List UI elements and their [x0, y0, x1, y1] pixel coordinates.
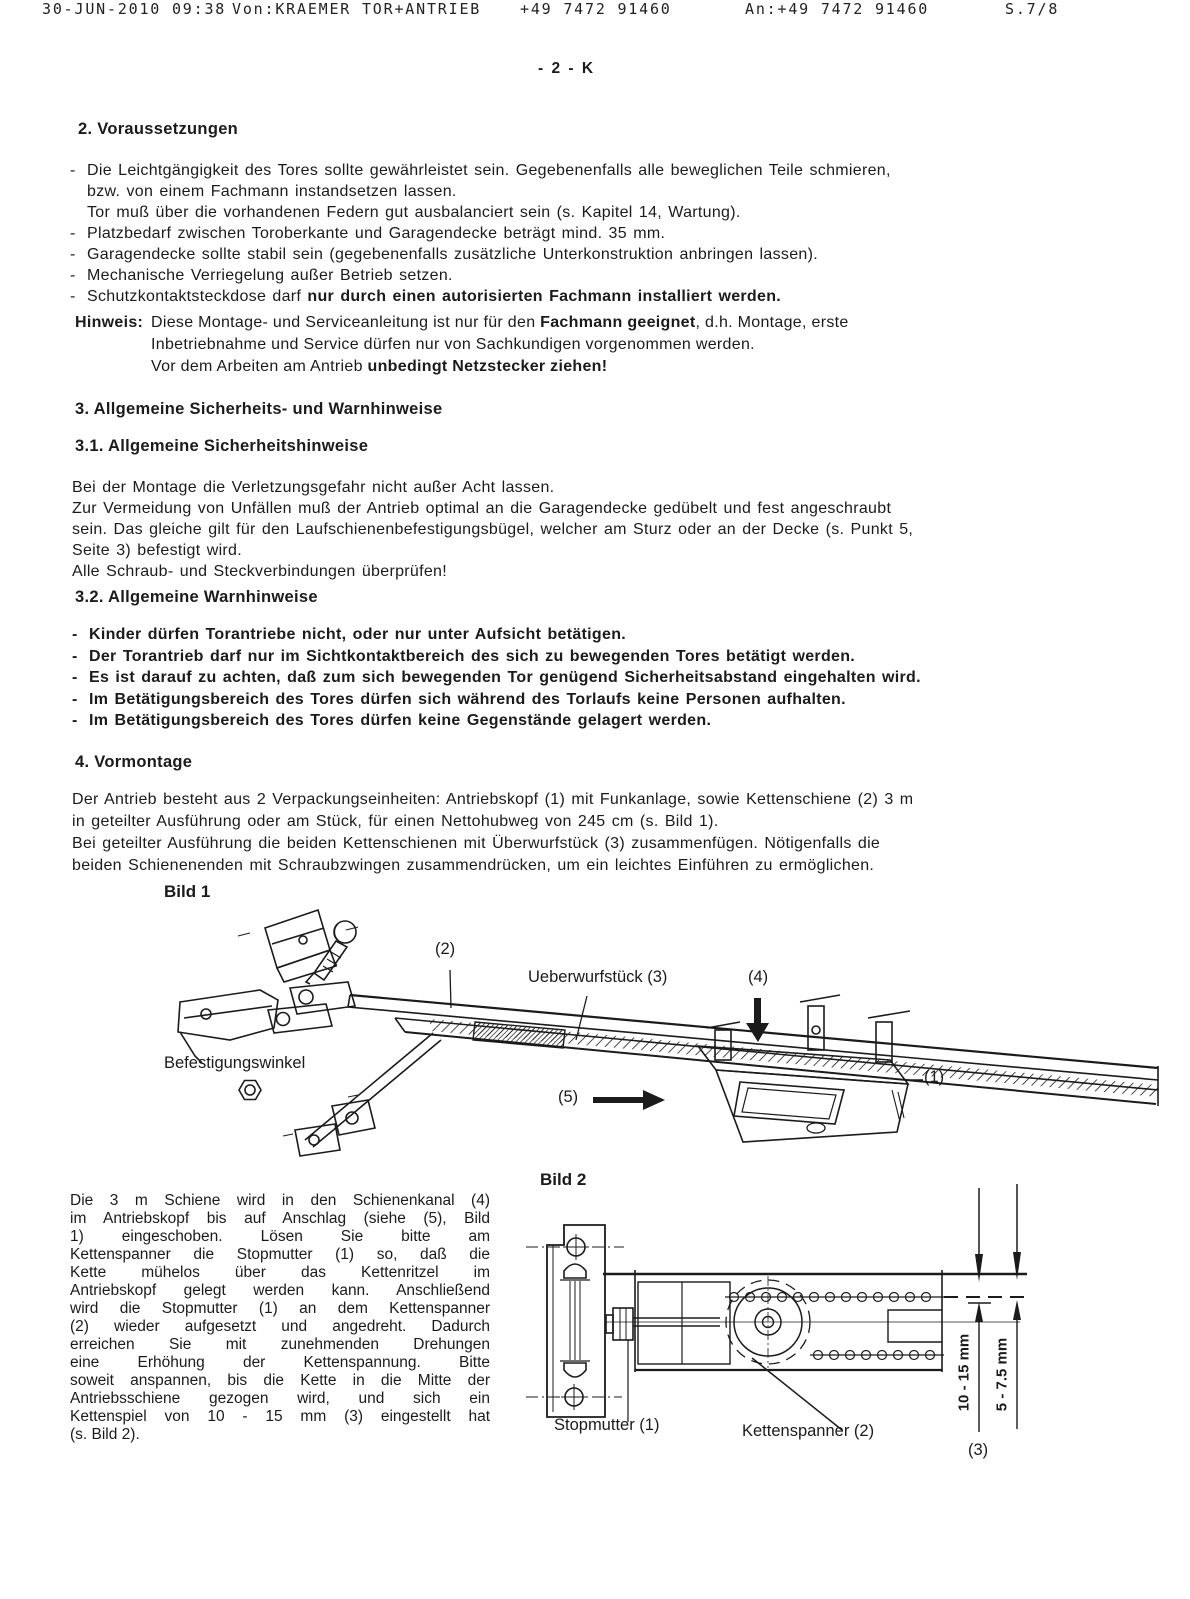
list-item-text: Es ist darauf zu achten, daß zum sich bewegenden Tor genügend Sicherheitsabstand eingehalten wird.: [89, 669, 921, 686]
hinweis-line-text: , d.h. Montage, erste: [695, 314, 849, 331]
list-item-text: Die Leichtgängigkeit des Tores sollte gewährleistet sein. Gegebenenfalls alle beweglichen Teile schmieren,: [87, 162, 891, 179]
arrows-down: [975, 1184, 1021, 1282]
section32-list: [72, 624, 921, 732]
column-line: (s. Bild 2).: [70, 1426, 140, 1443]
fax-page-number: S.7/8: [1005, 0, 1060, 18]
label-dimension-10-15: 10 - 15 mm: [955, 1333, 973, 1412]
bullet-dash: -: [70, 225, 76, 242]
paragraph-line: Bei der Montage die Verletzungsgefahr nicht außer Acht lassen.: [72, 479, 555, 496]
label-part3: (3): [968, 1441, 989, 1459]
list-item: [72, 646, 921, 668]
hinweis-line-bold: unbedingt Netzstecker ziehen!: [367, 358, 608, 375]
leader-kettenspanner: [752, 1358, 842, 1430]
list-item-bold: nur durch einen autorisierten Fachmann installiert werden.: [307, 288, 782, 305]
fax-to-number: An:+49 7472 91460: [745, 0, 930, 18]
hinweis-label: Hinweis:: [75, 314, 144, 331]
paragraph-line: beiden Schienenenden mit Schraubzwingen zusammendrücken, um ein leichtes Einführen zu ermöglichen.: [72, 857, 875, 874]
section32-title: 3.2. Allgemeine Warnhinweise: [75, 588, 318, 606]
list-item: [70, 286, 891, 307]
bracket-upper: [238, 910, 358, 982]
list-item-text: Mechanische Verriegelung außer Betrieb setzen.: [87, 267, 453, 284]
hinweis-line-bold: Fachmann geeignet: [540, 314, 696, 331]
bullet-dash: -: [70, 267, 76, 284]
fax-from-number: +49 7472 91460: [520, 0, 672, 18]
paragraph-line: Der Antrieb besteht aus 2 Verpackungseinheiten: Antriebskopf (1) mit Funkanlage, sowie Kettenschiene (2) 3 m: [72, 791, 914, 808]
bild1-shapes: [178, 910, 1158, 1156]
column-line: Kettenspiel von 10 - 15 mm (3) eingestellt hat: [70, 1408, 490, 1425]
list-item: [72, 710, 921, 732]
arrow-right-part5: [593, 1090, 665, 1110]
paragraph-line: Seite 3) befestigt wird.: [72, 542, 242, 559]
hinweis-line: [151, 312, 975, 334]
hinweis-block: [75, 312, 975, 378]
column-line: wird die Stopmutter (1) an dem Kettenspanner: [70, 1300, 490, 1317]
fax-datetime: 30-JUN-2010 09:38: [42, 0, 227, 18]
vormontage-column-text: [70, 1192, 490, 1444]
mounting-plate: [547, 1225, 605, 1417]
list-item: [70, 202, 891, 223]
bullet-dash: -: [72, 690, 78, 708]
list-item-text: Der Torantrieb darf nur im Sichtkontaktbereich des sich zu bewegenden Tores betätigt werden.: [89, 647, 856, 665]
column-line: Kette mühelos über das Kettenritzel im: [70, 1264, 490, 1281]
list-item-text: Im Betätigungsbereich des Tores dürfen keine Gegenstände gelagert werden.: [89, 712, 712, 729]
label-part1: (1): [924, 1068, 945, 1086]
tensioner-rod: [560, 1264, 590, 1377]
column-line: erreichen Sie mit zunehmenden Drehungen: [70, 1336, 490, 1353]
support-arm: [283, 1033, 441, 1156]
bracket-lower: [178, 990, 278, 1063]
hinweis-line-text: Diese Montage- und Serviceanleitung ist nur für den: [151, 314, 541, 331]
list-item: [72, 667, 921, 689]
column-line: Antriebsschiene gezogen wird, und sich ein: [70, 1390, 490, 1407]
paragraph-line: in geteilter Ausführung oder am Stück, für einen Nettohubweg von 245 cm (s. Bild 1).: [72, 813, 719, 830]
hinweis-text: [151, 312, 975, 378]
column-line: 1) eingeschoben. Lösen Sie bitte am: [70, 1228, 490, 1245]
bullet-dash: -: [72, 626, 78, 643]
section4-paragraph: [72, 789, 913, 877]
leader-part2: [450, 970, 451, 1008]
hinweis-line: Inbetriebnahme und Service dürfen nur von Sachkundigen vorgenommen werden.: [151, 336, 755, 353]
fax-from-label: Von:KRAEMER TOR+ANTRIEB: [232, 0, 482, 18]
bild2-shapes: [526, 1184, 1027, 1432]
paragraph-line: Bei geteilter Ausführung die beiden Kettenschienen mit Überwurfstück (3) zusammenfügen. Nötigenfalls die: [72, 835, 881, 852]
section3-title: 3. Allgemeine Sicherheits- und Warnhinweise: [75, 400, 443, 418]
figure1-title: Bild 1: [164, 882, 211, 901]
list-item-text: Tor muß über die vorhandenen Federn gut ausbalanciert sein (s. Kapitel 14, Wartung).: [87, 204, 741, 221]
label-ueberwurfstueck: Ueberwurfstück (3): [528, 968, 668, 986]
arrow-down-part4: [746, 998, 769, 1042]
figure-bild1: [100, 878, 1170, 1170]
label-part4: (4): [748, 968, 769, 986]
chain-bottom: [810, 1351, 944, 1360]
list-item: [70, 181, 891, 202]
paragraph-line: Zur Vermeidung von Unfällen muß der Antrieb optimal an die Garagendecke gedübelt und fest angeschraubt: [72, 500, 892, 517]
hinweis-line: [151, 356, 975, 378]
column-line: eine Erhöhung der Kettenspannung. Bitte: [70, 1354, 490, 1371]
list-item: [70, 223, 891, 244]
section31-title: 3.1. Allgemeine Sicherheitshinweise: [75, 437, 369, 455]
column-line: Antriebskopf gelegt werden kann. Anschließend: [70, 1282, 490, 1299]
list-item-text: Schutzkontaktsteckdose darf: [87, 288, 308, 305]
label-dimension-5-75: 5 - 7.5 mm: [993, 1337, 1011, 1412]
column-line: Kettenspanner die Stopmutter (1) so, daß die: [70, 1246, 490, 1263]
bullet-dash: -: [72, 669, 78, 686]
bullet-dash: -: [72, 712, 78, 729]
label-stopmutter: Stopmutter (1): [554, 1416, 660, 1434]
section2-list: [70, 160, 891, 307]
bullet-dash: -: [70, 288, 76, 305]
paragraph-line: sein. Das gleiche gilt für den Laufschienenbefestigungsbügel, welcher am Sturz oder an der Decke (s. Punkt 5,: [72, 521, 914, 538]
list-item-text: Garagendecke sollte stabil sein (gegebenenfalls zusätzliche Unterkonstruktion anbringen lassen).: [87, 246, 818, 263]
figure-bild2: [520, 1150, 1080, 1485]
list-item-text: Platzbedarf zwischen Toroberkante und Garagendecke beträgt mind. 35 mm.: [87, 225, 666, 242]
bild1-drawing: [100, 878, 1170, 1170]
list-item-text: Im Betätigungsbereich des Tores dürfen sich während des Torlaufs keine Personen aufhalten.: [89, 690, 846, 708]
column-line: soweit anspannen, bis die Kette in die Mitte der: [70, 1372, 490, 1389]
list-item-text: bzw. von einem Fachmann instandsetzen lassen.: [87, 183, 457, 200]
label-part5: (5): [558, 1088, 579, 1106]
list-item: [72, 624, 921, 646]
section4-title: 4. Vormontage: [75, 753, 193, 771]
bullet-dash: -: [70, 246, 76, 263]
paragraph-line: Alle Schraub- und Steckverbindungen überprüfen!: [72, 563, 447, 580]
bullet-dash: -: [72, 647, 78, 665]
label-kettenspanner: Kettenspanner (2): [742, 1422, 875, 1440]
list-item: [70, 244, 891, 265]
list-item: [70, 265, 891, 286]
section2-title: 2. Voraussetzungen: [78, 120, 239, 138]
list-item: [70, 160, 891, 181]
chain-top: [725, 1293, 945, 1302]
nut: [239, 1081, 261, 1100]
list-item-text: Kinder dürfen Torantriebe nicht, oder nur unter Aufsicht betätigen.: [89, 626, 627, 643]
section31-paragraph: [72, 477, 913, 582]
list-item: [72, 689, 921, 711]
label-part2: (2): [435, 940, 456, 958]
hinweis-line-text: Vor dem Arbeiten am Antrieb: [151, 358, 368, 375]
fax-header: [0, 0, 1190, 22]
column-line: im Antriebskopf bis auf Anschlag (siehe (5), Bild: [70, 1210, 490, 1227]
column-line: Die 3 m Schiene wird in den Schienenkanal (4): [70, 1192, 490, 1209]
bullet-dash: -: [70, 162, 76, 179]
rail-end-lugs: [268, 982, 355, 1033]
figure2-title: Bild 2: [540, 1170, 587, 1189]
column-line: (2) wieder aufgesetzt und angedreht. Dadurch: [70, 1318, 490, 1335]
label-befestigungswinkel: Befestigungswinkel: [164, 1054, 306, 1072]
page-code: - 2 - K: [538, 60, 596, 77]
